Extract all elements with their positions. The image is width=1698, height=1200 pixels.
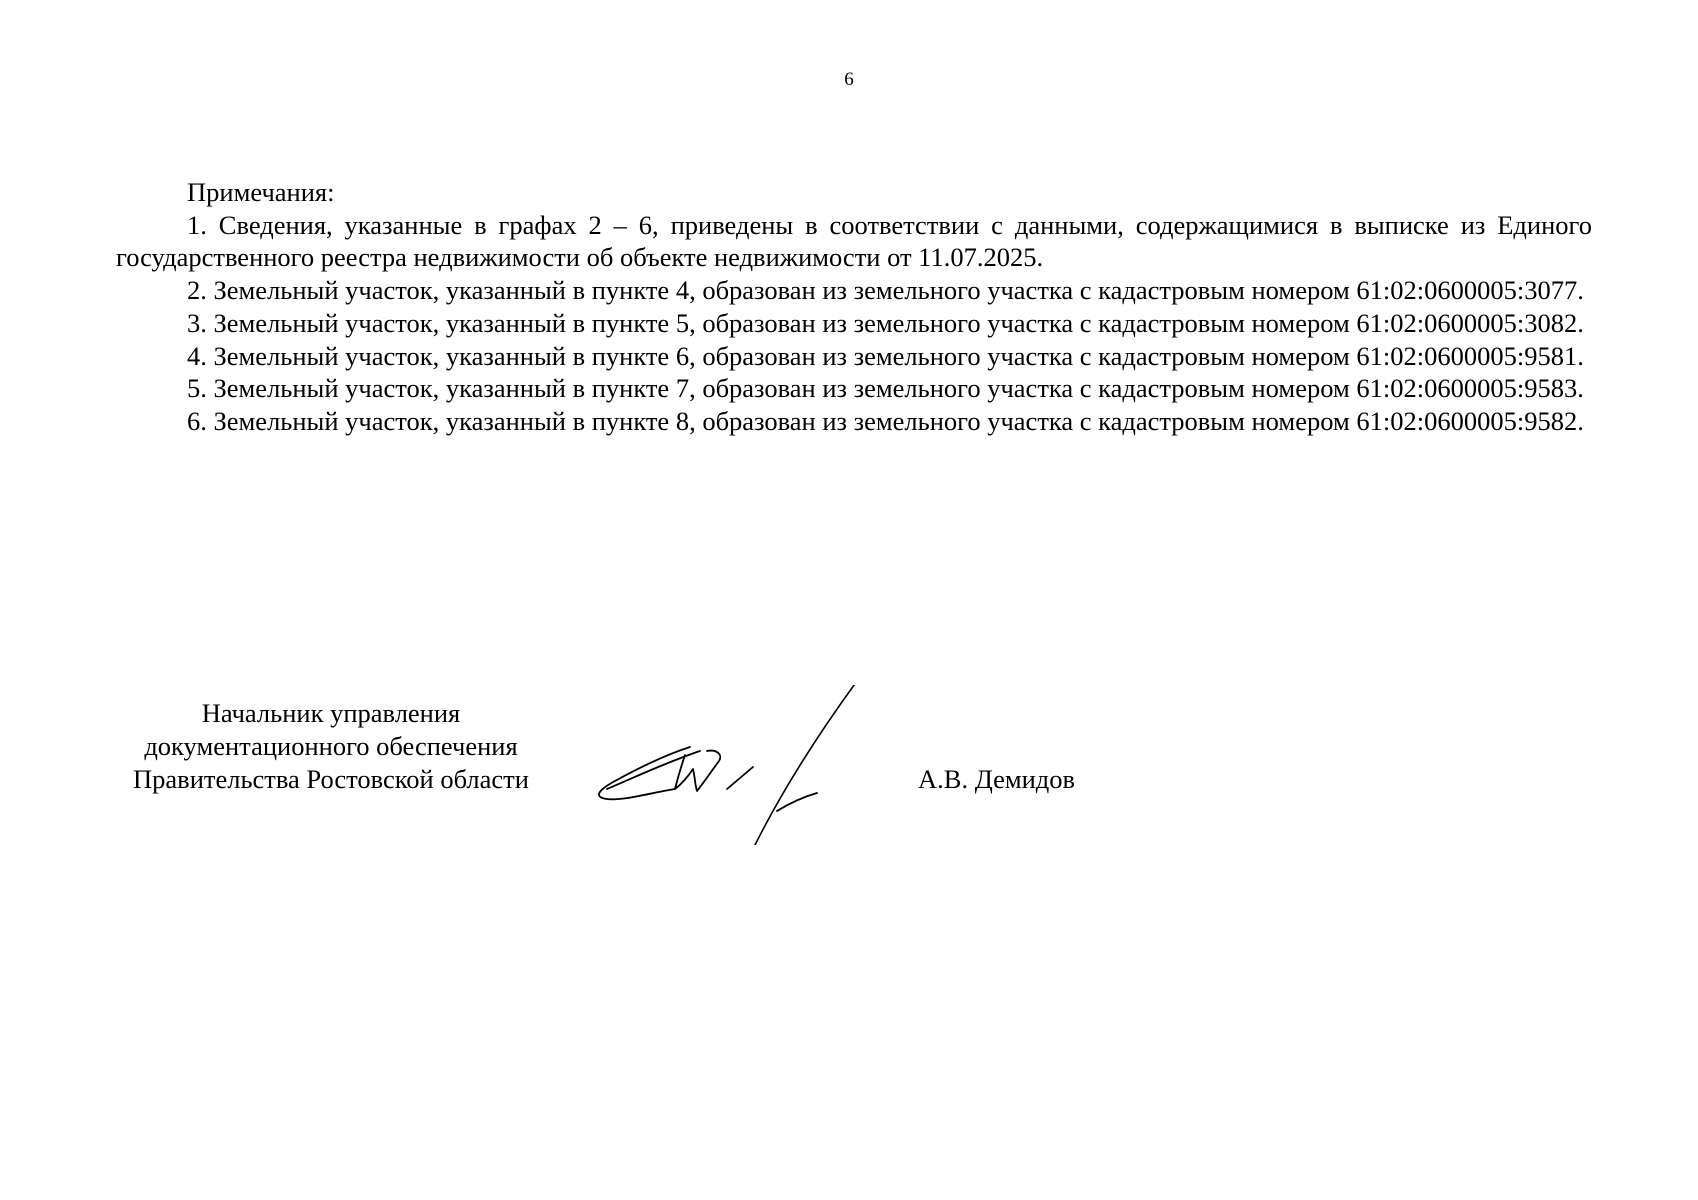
- signatory-name: А.В. Демидов: [918, 764, 1076, 794]
- note-item: 3. Земельный участок, указанный в пункте 5, образован из земельного участка с кадастровым номером 61:02:0600005:3082.: [187, 307, 1584, 338]
- note-item: 2. Земельный участок, указанный в пункте 4, образован из земельного участка с кадастровым номером 61:02:0600005:3077.: [187, 275, 1584, 306]
- signatory-position-line: Начальник управления: [201, 698, 461, 728]
- page-number: 6: [844, 69, 854, 90]
- signatory-position-line: документационного обеспечения: [144, 731, 518, 761]
- note-item: 5. Земельный участок, указанный в пункте 7, образован из земельного участка с кадастровым номером 61:02:0600005:9583.: [187, 373, 1584, 404]
- notes-title: Примечания:: [187, 177, 335, 207]
- note-item: 6. Земельный участок, указанный в пункте 8, образован из земельного участка с кадастровым номером 61:02:0600005:9582.: [187, 405, 1584, 436]
- note-item: 4. Земельный участок, указанный в пункте 6, образован из земельного участка с кадастровым номером 61:02:0600005:9581.: [187, 340, 1584, 371]
- note-item: 1. Сведения, указанные в графах 2 – 6, приведены в соответствии с данными, содержащимися в выписке из Единого государственного реестра недвижимости об объекте недвижимости от 11.07.2025.: [116, 209, 1592, 273]
- signatory-position-line: Правительства Ростовской области: [133, 764, 529, 794]
- signatory-position: [116, 697, 546, 796]
- notes-section: [116, 176, 1592, 438]
- handwritten-signature: [595, 685, 855, 845]
